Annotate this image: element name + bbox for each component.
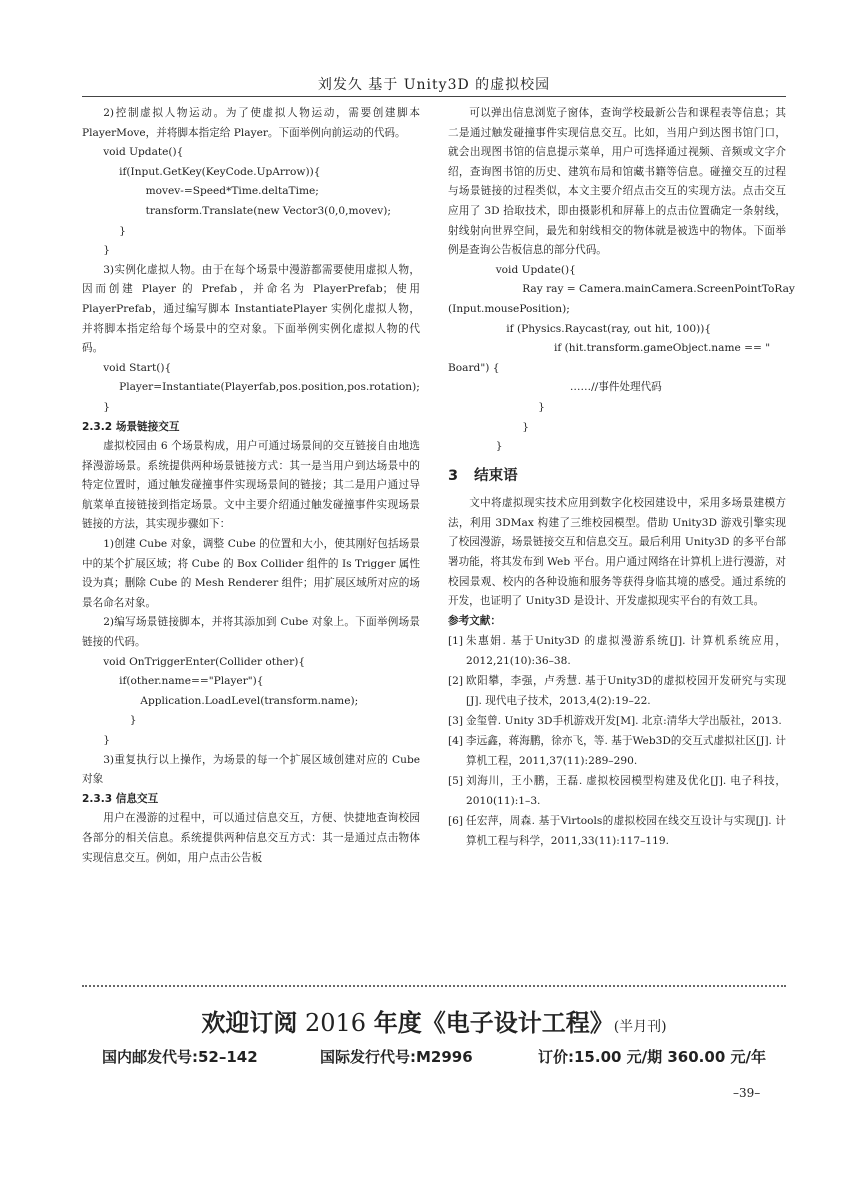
ad-title-magazine: 《电子设计工程》 bbox=[421, 1009, 614, 1037]
paragraph: 用户在漫游的过程中，可以通过信息交互，方便、快捷地查询校园各部分的相关信息。系统提供两种信息交互方式：其一是通过点击物体实现信息交互。例如，用户点击公告板 bbox=[82, 812, 420, 864]
code-line: Application.LoadLevel(transform.name); bbox=[140, 694, 359, 707]
international-code: 国际发行代号:M2996 bbox=[320, 1048, 473, 1066]
ad-title-year: 2016 bbox=[297, 1009, 374, 1037]
code-line: (Input.mousePosition); bbox=[448, 302, 570, 315]
reference-text: 金玺曾. Unity 3D手机游戏开发[M]. 北京:清华大学出版社，2013. bbox=[466, 715, 782, 728]
running-header: 刘发久 基于 Unity3D 的虚拟校园 bbox=[317, 77, 551, 93]
subsection-heading: 2.3.2 场景链接交互 bbox=[82, 420, 180, 433]
code-line: movev-=Speed*Time.deltaTime; bbox=[145, 185, 319, 198]
reference-text: 李远鑫，蒋海鹏，徐亦飞，等. 基于Web3D的交互式虚拟社区[J]. 计算机工程，2011,37(11):289–290. bbox=[466, 735, 786, 768]
references-heading: 参考文献： bbox=[448, 614, 501, 627]
reference-item bbox=[448, 731, 786, 771]
reference-item bbox=[448, 711, 786, 731]
code-line: Board") { bbox=[448, 361, 500, 374]
reference-item bbox=[448, 631, 786, 671]
code-line: if (Physics.Raycast(ray, out hit, 100)){ bbox=[506, 322, 712, 335]
page-number: –39– bbox=[733, 1086, 761, 1100]
code-line: } bbox=[103, 244, 110, 257]
reference-number: [6] bbox=[448, 815, 464, 828]
subscription-ad-title bbox=[82, 1003, 786, 1038]
code-line: void Update(){ bbox=[103, 146, 184, 159]
code-line: } bbox=[538, 400, 545, 413]
section-heading bbox=[448, 467, 786, 487]
paragraph: 文中将虚拟现实技术应用到数字化校园建设中，采用多场景建模方法，利用 3DMax 构建了三维校园模型。借助 Unity3D 游戏引擎实现了校园漫游，场景链接交互和信息交互。最后利用 Unity3D 的多平台部署功能，将其发布到 Web 平台。用户通过网络在计算机上进行漫游，对校园景观、校内的各种设施和服务等获得身临其境的感受。通过系统的开发，也证明了 Unity3D 是设计、开发虚拟现实平台的有效工具。 bbox=[448, 497, 786, 608]
ad-title-pre: 欢迎订阅 bbox=[201, 1008, 298, 1037]
subscription-price: 订价:15.00 元/期 360.00 元/年 bbox=[538, 1048, 766, 1066]
code-line: } bbox=[522, 420, 529, 433]
reference-number: [1] bbox=[448, 635, 464, 648]
code-line: void OnTriggerEnter(Collider other){ bbox=[103, 655, 306, 668]
code-line: if(Input.GetKey(KeyCode.UpArrow)){ bbox=[119, 165, 321, 178]
code-line: ……//事件处理代码 bbox=[569, 381, 662, 394]
domestic-code: 国内邮发代号:52–142 bbox=[102, 1048, 258, 1066]
code-line: } bbox=[129, 714, 137, 727]
code-line: Ray ray = Camera.mainCamera.ScreenPointToRay bbox=[522, 283, 795, 296]
code-line: if(other.name=="Player"){ bbox=[119, 675, 264, 688]
paragraph: 3)实例化虚拟人物。由于在每个场景中漫游都需要使用虚拟人物，因而创建 Player 的 Prefab，并命名为 PlayerPrefab；使用 PlayerPrefab，通过编写脚本 InstantiatePlayer 实例化虚拟人物，并将脚本指定给每个场景中的空对象。下面举例实例化虚拟人物的代码。 bbox=[82, 263, 420, 355]
code-line: transform.Translate(new Vector3(0,0,movev); bbox=[145, 204, 391, 217]
paragraph: 虚拟校园由 6 个场景构成，用户可通过场景间的交互链接自由地选择漫游场景。系统提供两种场景链接方式：其一是当用户到达场景中的特定位置时，通过触发碰撞事件实现场景间的链接；其二是用户通过导航菜单直接链接到指定场景。文中主要介绍通过触发碰撞事件实现场景链接的方法，其实现步骤如下： bbox=[82, 440, 420, 531]
reference-number: [3] bbox=[448, 715, 464, 728]
header-rule bbox=[82, 96, 786, 97]
paragraph: 3)重复执行以上操作，为场景的每一个扩展区域创建对应的 Cube 对象 bbox=[82, 753, 420, 786]
code-line: } bbox=[103, 400, 110, 413]
section-title: 结束语 bbox=[474, 467, 518, 484]
reference-text: 欧阳攀，李强，卢秀慧. 基于Unity3D的虚拟校园开发研究与实现[J]. 现代电子技术，2013,4(2):19–22. bbox=[466, 675, 786, 708]
ad-title-frequency: (半月刊) bbox=[613, 1019, 667, 1035]
reference-item bbox=[448, 811, 786, 851]
code-line: } bbox=[103, 734, 110, 746]
reference-item bbox=[448, 671, 786, 711]
right-column bbox=[448, 104, 795, 851]
subsection-heading: 2.3.3 信息交互 bbox=[82, 792, 159, 805]
reference-text: 任宏萍，周森. 基于Virtools的虚拟校园在线交互设计与实现[J]. 计算机工程与科学，2011,33(11):117–119. bbox=[466, 815, 786, 848]
section-number: 3 bbox=[448, 467, 459, 484]
reference-text: 刘海川，王小鹏，王磊. 虚拟校园模型构建及优化[J]. 电子科技，2010(11):1–3. bbox=[466, 775, 786, 808]
paragraph: 1)创建 Cube 对象，调整 Cube 的位置和大小，使其刚好包括场景中的某个扩展区域；将 Cube 的 Box Collider 组件的 Is Trigger 属性设为真；删除 Cube 的 Mesh Renderer 组件；用扩展区域所对应的场景名命名对象。 bbox=[82, 538, 420, 609]
reference-number: [2] bbox=[448, 675, 464, 688]
paragraph: 2)编写场景链接脚本，并将其添加到 Cube 对象上。下面举例场景链接的代码。 bbox=[82, 616, 420, 649]
code-line: } bbox=[495, 440, 503, 453]
code-line: } bbox=[119, 224, 126, 237]
code-line: if (hit.transform.gameObject.name == " bbox=[554, 342, 771, 355]
code-line: Player=Instantiate(Playerfab,pos.position,pos.rotation); bbox=[119, 381, 420, 394]
ad-title-mid: 年度 bbox=[373, 1008, 422, 1037]
reference-number: [4] bbox=[448, 735, 464, 748]
reference-number: [5] bbox=[448, 775, 464, 788]
reference-text: 朱惠娟. 基于Unity3D 的虚拟漫游系统[J]. 计算机系统应用，2012,21(10):36–38. bbox=[466, 635, 786, 668]
left-column bbox=[82, 104, 420, 868]
dotted-divider bbox=[82, 985, 786, 987]
paragraph: 2)控制虚拟人物运动。为了使虚拟人物运动，需要创建脚本 PlayerMove，并将脚本指定给 Player。下面举例向前运动的代码。 bbox=[82, 107, 420, 139]
code-line: void Start(){ bbox=[103, 361, 172, 374]
code-line: void Update(){ bbox=[495, 263, 576, 276]
reference-item bbox=[448, 771, 786, 811]
paragraph: 可以弹出信息浏览子窗体，查询学校最新公告和课程表等信息；其二是通过触发碰撞事件实现信息交互。比如，当用户到达图书馆门口，就会出现图书馆的信息提示菜单，用户可选择通过视频、音频或文字介绍，查询图书馆的历史、建筑布局和馆藏书籍等信息。碰撞交互的过程与场景链接的过程类似，本文主要介绍点击交互的实现方法。点击交互应用了 3D 拾取技术，即由摄影机和屏幕上的点击位置确定一条射线，射线射向世界空间，最先和射线相交的物体就是被选中的物体。下面举例是查询公告板信息的部分代码。 bbox=[448, 107, 786, 257]
